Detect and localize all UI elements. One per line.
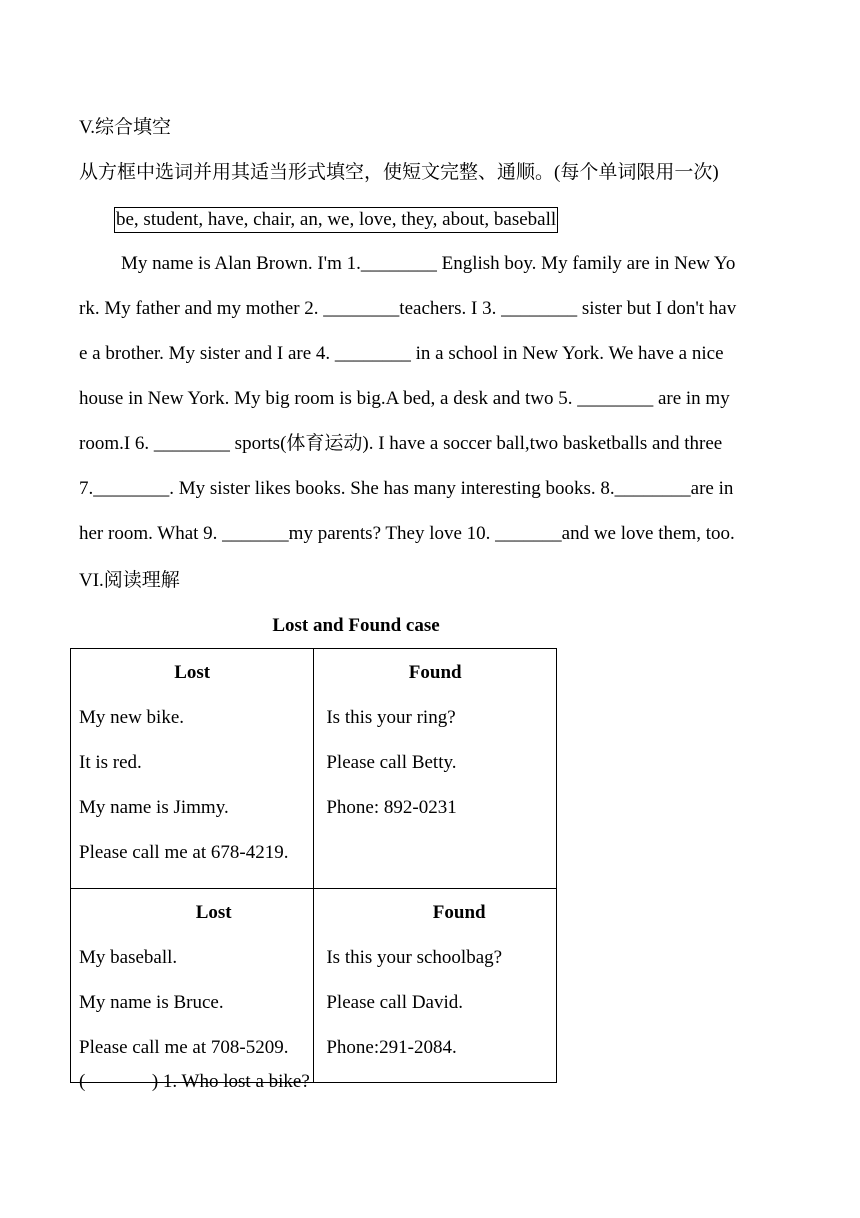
passage-line-5: room.I 6. ________ sports(体育运动). I have a soccer ball,two basketballs and three (79, 433, 723, 454)
lost-found-table (70, 648, 557, 1083)
found-cell (314, 649, 557, 889)
found-title: Found (408, 662, 462, 683)
lost-line: My name is Jimmy. (79, 797, 229, 818)
question-1: ( ) 1. Who lost a bike? (79, 1071, 310, 1092)
table-row (71, 649, 557, 889)
section-5-instruction: 从方框中选词并用其适当形式填空，使短文完整、通顺。(每个单词限用一次) (79, 162, 719, 183)
found-cell (314, 889, 557, 1083)
word-box: be, student, have, chair, an, we, love, they, about, baseball (114, 207, 558, 233)
lost-title: Lost (195, 902, 232, 923)
found-line: Is this your ring? (326, 707, 456, 728)
passage-line-4: house in New York. My big room is big.A bed, a desk and two 5. ________ are in my (79, 388, 730, 409)
passage-line-7: her room. What 9. _______my parents? They love 10. _______and we love them, too. (79, 523, 735, 544)
lost-line: My name is Bruce. (79, 992, 224, 1013)
lost-line: Please call me at 678-4219. (79, 842, 289, 863)
passage-line-6: 7.________. My sister likes books. She has many interesting books. 8.________are in (79, 478, 734, 499)
lost-cell (71, 649, 314, 889)
found-line: Phone:291-2084. (326, 1037, 457, 1058)
passage-line-1: My name is Alan Brown. I'm 1.________ English boy. My family are in New Yo (121, 253, 736, 274)
table-title: Lost and Found case (272, 615, 440, 636)
found-line: Phone: 892-0231 (326, 797, 457, 818)
table-row (71, 889, 557, 1083)
lost-line: My baseball. (79, 947, 178, 968)
lost-line: It is red. (79, 752, 142, 773)
section-6-heading: VI.阅读理解 (79, 570, 180, 591)
found-line: Please call Betty. (326, 752, 457, 773)
section-5-heading: V.综合填空 (79, 117, 172, 138)
passage-line-2: rk. My father and my mother 2. ________teachers. I 3. ________ sister but I don't hav (79, 298, 737, 319)
passage-line-3: e a brother. My sister and I are 4. ________ in a school in New York. We have a nice (79, 343, 724, 364)
lost-line: My new bike. (79, 707, 185, 728)
lost-title: Lost (174, 662, 211, 683)
found-line: Is this your schoolbag? (326, 947, 503, 968)
found-title: Found (432, 902, 486, 923)
lost-cell (71, 889, 314, 1083)
lost-line: Please call me at 708-5209. (79, 1037, 289, 1058)
found-line: Please call David. (326, 992, 464, 1013)
